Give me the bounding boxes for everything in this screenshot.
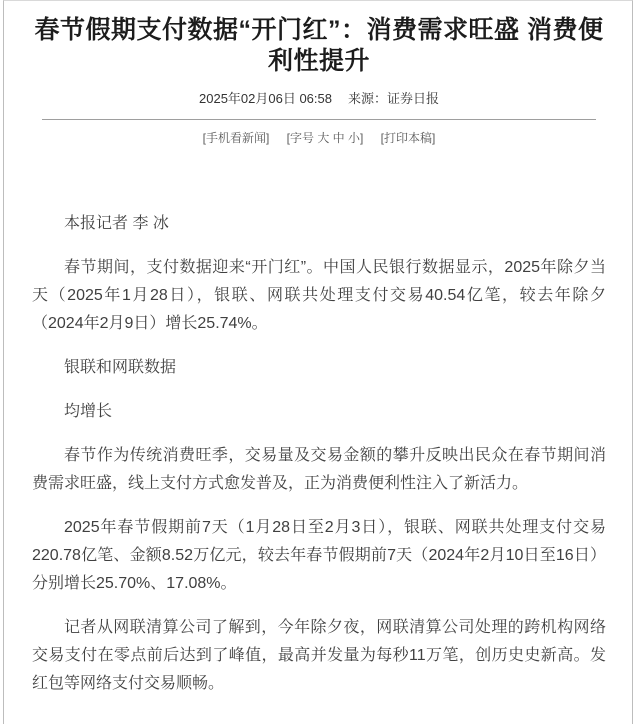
page-title: 春节假期支付数据“开门红”：消费需求旺盛 消费便利性提升 [34,16,604,75]
byline: 本报记者 李 冰 [64,215,169,232]
font-size-control[interactable]: [字号 大 中 小] [286,131,364,145]
paragraph: 记者从网联清算公司了解到，今年除夕夜，网联清算公司处理的跨机构网络交易支付在零点前后达到了峰值，最高并发量为每秒11万笔，创历史史新高。发红包等网络支付交易顺畅。 [32,619,606,692]
paragraph: 春节期间，支付数据迎来“开门红”。中国人民银行数据显示，2025年除夕当天（2025年1月28日），银联、网联共处理支付交易40.54亿笔，较去年除夕（2024年2月9日）增长25.74%。 [32,259,606,332]
toolbar [32,129,606,146]
article-page [3,0,633,724]
print-link[interactable]: [打印本稿] [380,131,436,145]
publish-datetime: 2025年02月06日 06:58 [199,91,332,106]
paragraph: 均增长 [64,403,113,420]
paragraph: 2025年春节假期前7天（1月28日至2月3日），银联、网联共处理支付交易220.78亿笔、金额8.52万亿元，较去年春节假期前7天（2024年2月10日至16日）分别增长25.70%、17.08%。 [32,519,606,592]
paragraph: 春节作为传统消费旺季，交易量及交易金额的攀升反映出民众在春节期间消费需求旺盛，线上支付方式愈发普及，正为消费便利性注入了新活力。 [32,447,606,492]
paragraph: 银联和网联数据 [64,359,177,376]
mobile-view-link[interactable]: [手机看新闻] [202,131,270,145]
article-body [32,210,606,698]
article-source: 来源：证券日报 [347,91,439,106]
divider [42,119,596,120]
article-meta [32,88,606,107]
